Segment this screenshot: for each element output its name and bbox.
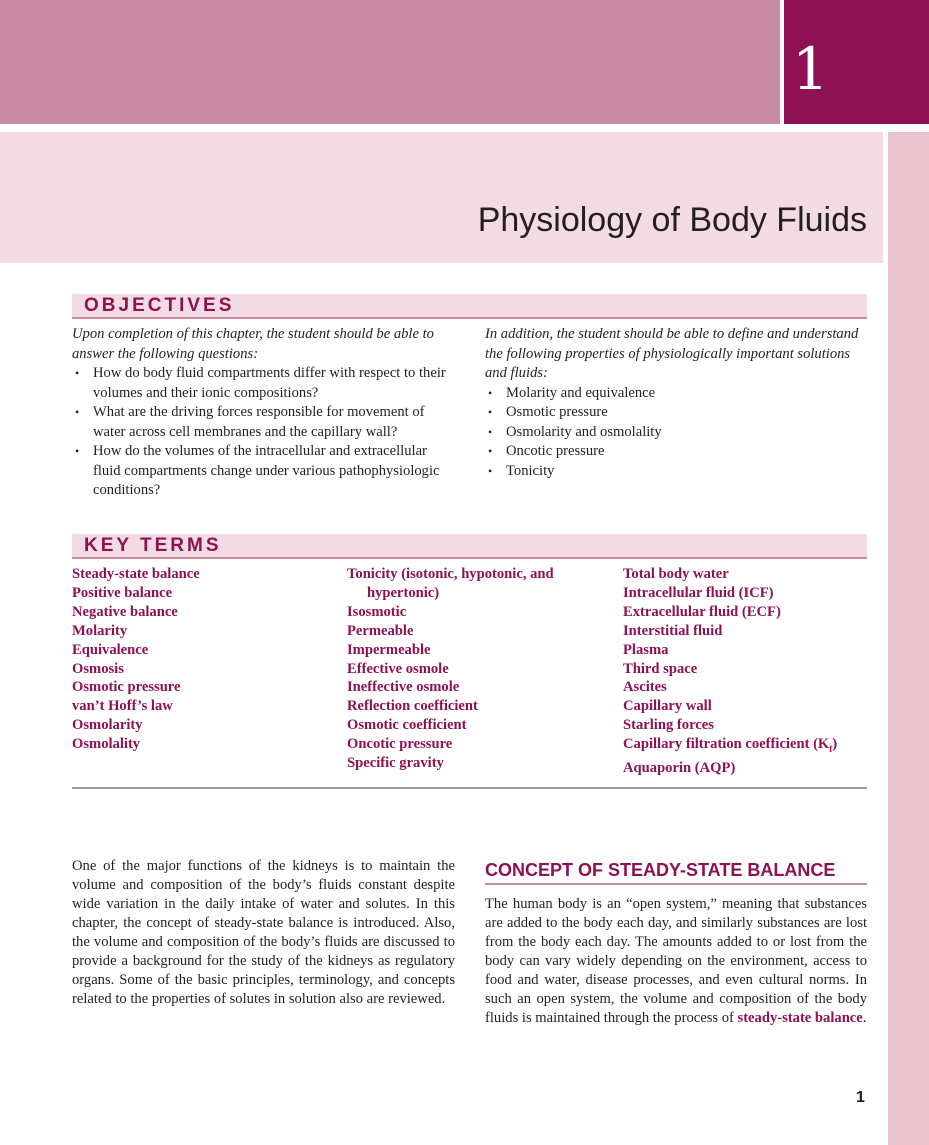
key-term: Effective osmole — [347, 660, 449, 677]
concept-heading: CONCEPT OF STEADY-STATE BALANCE — [485, 860, 867, 885]
key-term: Tonicity (isotonic, hypotonic, and — [347, 566, 554, 582]
key-term: Plasma — [623, 641, 669, 658]
page-number: 1 — [856, 1089, 865, 1106]
key-term: Third space — [623, 660, 698, 677]
concept-paragraph-end: . — [862, 1010, 867, 1026]
key-term: van’t Hoff’s law — [72, 698, 173, 715]
objectives-left-list — [72, 364, 457, 501]
key-term: Starling forces — [623, 717, 714, 734]
key-term-kf-subscript: f — [829, 744, 833, 755]
key-term: Permeable — [347, 622, 414, 639]
key-term: Extracellular fluid (ECF) — [623, 603, 781, 620]
key-terms-column-2 — [347, 565, 607, 773]
objective-property: • Tonicity — [485, 462, 867, 482]
key-term: Positive balance — [72, 584, 173, 601]
key-term: Specific gravity — [347, 755, 444, 772]
key-term: Reflection coefficient — [347, 698, 478, 715]
side-strip — [888, 132, 929, 1145]
objectives-left-lead: Upon completion of this chapter, the student should be able to answer the following questions: — [72, 326, 434, 362]
key-term: Ineffective osmole — [347, 679, 460, 696]
key-term: Interstitial fluid — [623, 622, 723, 639]
objective-property: • Osmolarity and osmolality — [485, 423, 867, 443]
key-terms-heading: KEY TERMS — [84, 535, 222, 556]
key-term: Oncotic pressure — [347, 736, 453, 753]
concept-paragraph-text: The human body is an “open system,” meaning that substances are added to the body each day, and similarly substances are lost from the body each day. The amounts added to or lost from the body can vary widely depending on the environment, access to food and water, disease processes, and even cultural norms. In such an open system, the volume and composition of the body fluids is maintained through the process of — [485, 896, 867, 1026]
key-term-kf-label: Capillary filtration coefficient (K — [623, 736, 830, 753]
objective-property: • Osmotic pressure — [485, 403, 867, 423]
key-term: Impermeable — [347, 641, 431, 658]
key-term: Capillary wall — [623, 698, 712, 715]
concept-paragraph — [485, 895, 867, 1028]
key-term: Negative balance — [72, 603, 178, 620]
objective-property: • Molarity and equivalence — [485, 384, 867, 404]
key-term: Intracellular fluid (ICF) — [623, 584, 774, 601]
key-terms-column-1 — [72, 565, 332, 754]
objectives-heading-bar — [72, 294, 867, 319]
intro-paragraph: One of the major functions of the kidneys is to maintain the volume and composition of the body’s fluids constant despite wide variation in the daily intake of water and solutes. In this chapter, the concept of steady-state balance is introduced. Also, the volume and composition of the body’s fluids are discussed to provide a background for the study of the kidneys as regulatory organs. Some of the basic principles, terminology, and concepts related to the properties of solutes in solution also are reviewed. — [72, 858, 455, 1007]
objective-question: • How do body fluid compartments differ with respect to their volumes and their ionic compositions? — [72, 364, 457, 403]
key-terms-column-3 — [623, 565, 883, 778]
key-term-capillary-filtration — [623, 735, 883, 759]
title-band — [0, 132, 883, 263]
key-term: Osmotic pressure — [72, 679, 181, 696]
section-divider — [72, 787, 867, 789]
key-term-continuation: hypertonic) — [367, 584, 440, 601]
key-term: Osmotic coefficient — [347, 717, 467, 734]
key-term: Total body water — [623, 566, 729, 582]
objectives-right-list — [485, 384, 867, 482]
objective-property: • Oncotic pressure — [485, 442, 867, 462]
objectives-left-column — [72, 325, 457, 501]
key-term: Steady-state balance — [72, 566, 200, 582]
chapter-number: 1 — [792, 35, 829, 103]
key-term: Aquaporin (AQP) — [623, 759, 736, 776]
concept-highlight-term: steady-state balance — [737, 1010, 863, 1026]
objectives-right-column — [485, 325, 867, 481]
objective-question: • What are the driving forces responsible for movement of water across cell membranes and the capillary wall? — [72, 403, 457, 442]
key-term: Osmolarity — [72, 717, 143, 734]
chapter-title: Physiology of Body Fluids — [477, 201, 867, 239]
key-terms-heading-bar — [72, 534, 867, 559]
header-band — [0, 0, 780, 124]
objectives-right-lead: In addition, the student should be able to define and understand the following properties of physiologically important solutions and fluids: — [485, 326, 859, 381]
key-term: Ascites — [623, 679, 667, 696]
objectives-heading: OBJECTIVES — [84, 295, 235, 316]
key-term-kf-close: ) — [832, 736, 838, 753]
key-term: Isosmotic — [347, 603, 407, 620]
key-term: Equivalence — [72, 641, 149, 658]
key-term: Osmolality — [72, 736, 141, 753]
key-term: Osmosis — [72, 660, 124, 677]
key-term: Molarity — [72, 622, 128, 639]
objective-question: • How do the volumes of the intracellular and extracellular fluid compartments change under various pathophysiologic conditions? — [72, 442, 457, 501]
